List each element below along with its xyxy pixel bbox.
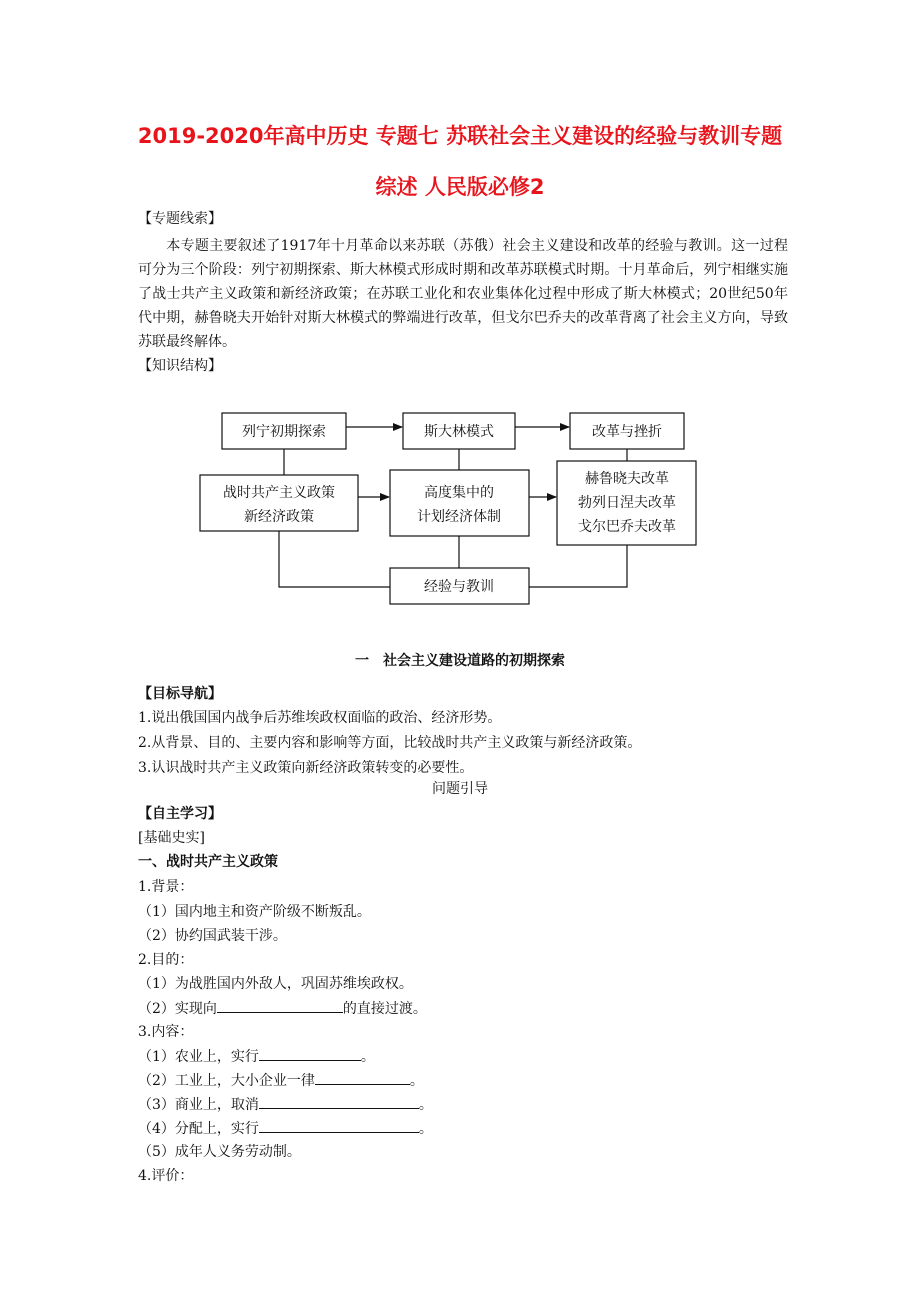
aim-item-1: （1）为战胜国内外敌人，巩固苏维埃政权。 [138,976,413,992]
box-lenin-label: 列宁初期探索 [242,424,326,440]
content-item-4 [138,1117,433,1140]
box-reformers-label-1: 赫鲁晓夫改革 [585,471,669,487]
box-stalin-label: 斯大林模式 [424,424,494,440]
content-item-3-pre: （3）商业上，取消 [138,1097,259,1113]
blank-answer-5[interactable] [259,1117,419,1133]
goal-heading: 【目标导航】 [138,686,222,702]
content-item-4-post: 。 [418,1121,433,1137]
content-item-1-pre: （1）农业上，实行 [138,1049,259,1065]
content-item-1 [138,1045,375,1068]
background-item-2: （2）协约国武装干涉。 [138,928,287,944]
box-reform-label: 改革与挫折 [592,424,662,440]
box-policies-label-2: 新经济政策 [244,509,314,525]
intro-heading: 【专题线索】 [138,211,222,227]
box-reformers-label-2: 勃列日涅夫改革 [578,495,676,511]
content-item-2 [138,1069,424,1092]
intro-body: 本专题主要叙述了1917年十月革命以来苏联（苏俄）社会主义建设和改革的经验与教训。这一过程可分为三个阶段：列宁初期探索、斯大林模式形成时期和改革苏联模式时期。十月革命后，列宁相继实施了战士共产主义政策和新经济政策；在苏联工业化和农业集体化过程中形成了斯大林模式；20世纪50年代中期，赫鲁晓夫开始针对斯大林模式的弊端进行改革，但戈尔巴乔夫的改革背离了社会主义方向，导致苏联最终解体。 [138,238,788,350]
aim-label: 2.目的： [138,952,194,968]
doc-title-line1: 2019-2020年高中历史 专题七 苏联社会主义建设的经验与教训专题 [137,124,783,148]
section-title: 一 社会主义建设道路的初期探索 [355,653,565,669]
content-item-3 [138,1093,433,1116]
self-study-heading: 【自主学习】 [138,806,222,822]
content-item-1-post: 。 [360,1049,375,1065]
structure-heading: 【知识结构】 [138,358,222,374]
aim-item-2 [138,997,427,1020]
goal-item-1: 1.说出俄国国内战争后苏维埃政权面临的政治、经济形势。 [138,710,502,726]
blank-answer-4[interactable] [259,1093,419,1109]
blank-answer-1[interactable] [217,997,343,1013]
aim-item-2-pre: （2）实现向 [138,1001,217,1017]
content-item-2-post: 。 [409,1073,424,1089]
box-policies-label-1: 战时共产主义政策 [223,485,335,501]
aim-item-2-post: 的直接过渡。 [342,1001,427,1017]
content-item-2-pre: （2）工业上，大小企业一律 [138,1073,315,1089]
content-label: 3.内容： [138,1024,194,1040]
content-item-3-post: 。 [418,1097,433,1113]
goal-item-3: 3.认识战时共产主义政策向新经济政策转变的必要性。 [138,760,474,776]
box-lessons-label: 经验与教训 [424,579,494,595]
content-item-4-pre: （4）分配上，实行 [138,1121,259,1137]
evaluation-label: 4.评价： [138,1168,194,1184]
background-item-1: （1）国内地主和资产阶级不断叛乱。 [138,904,371,920]
policy-title: 一、战时共产主义政策 [138,854,278,870]
content-item-5: （5）成年人义务劳动制。 [138,1144,301,1160]
blank-answer-2[interactable] [259,1045,361,1061]
doc-title-line2: 综述 人民版必修2 [375,175,545,199]
blank-answer-3[interactable] [315,1069,410,1085]
goal-item-2: 2.从背景、目的、主要内容和影响等方面，比较战时共产主义政策与新经济政策。 [138,735,642,751]
box-planned-economy [390,470,529,536]
guide-heading: 问题引导 [432,781,488,797]
background-label: 1.背景： [138,879,194,895]
box-reformers-label-3: 戈尔巴乔夫改革 [578,519,676,535]
box-economy-label-1: 高度集中的 [424,485,494,501]
box-economy-label-2: 计划经济体制 [417,509,501,525]
basic-facts-heading: [基础史实] [138,830,205,846]
